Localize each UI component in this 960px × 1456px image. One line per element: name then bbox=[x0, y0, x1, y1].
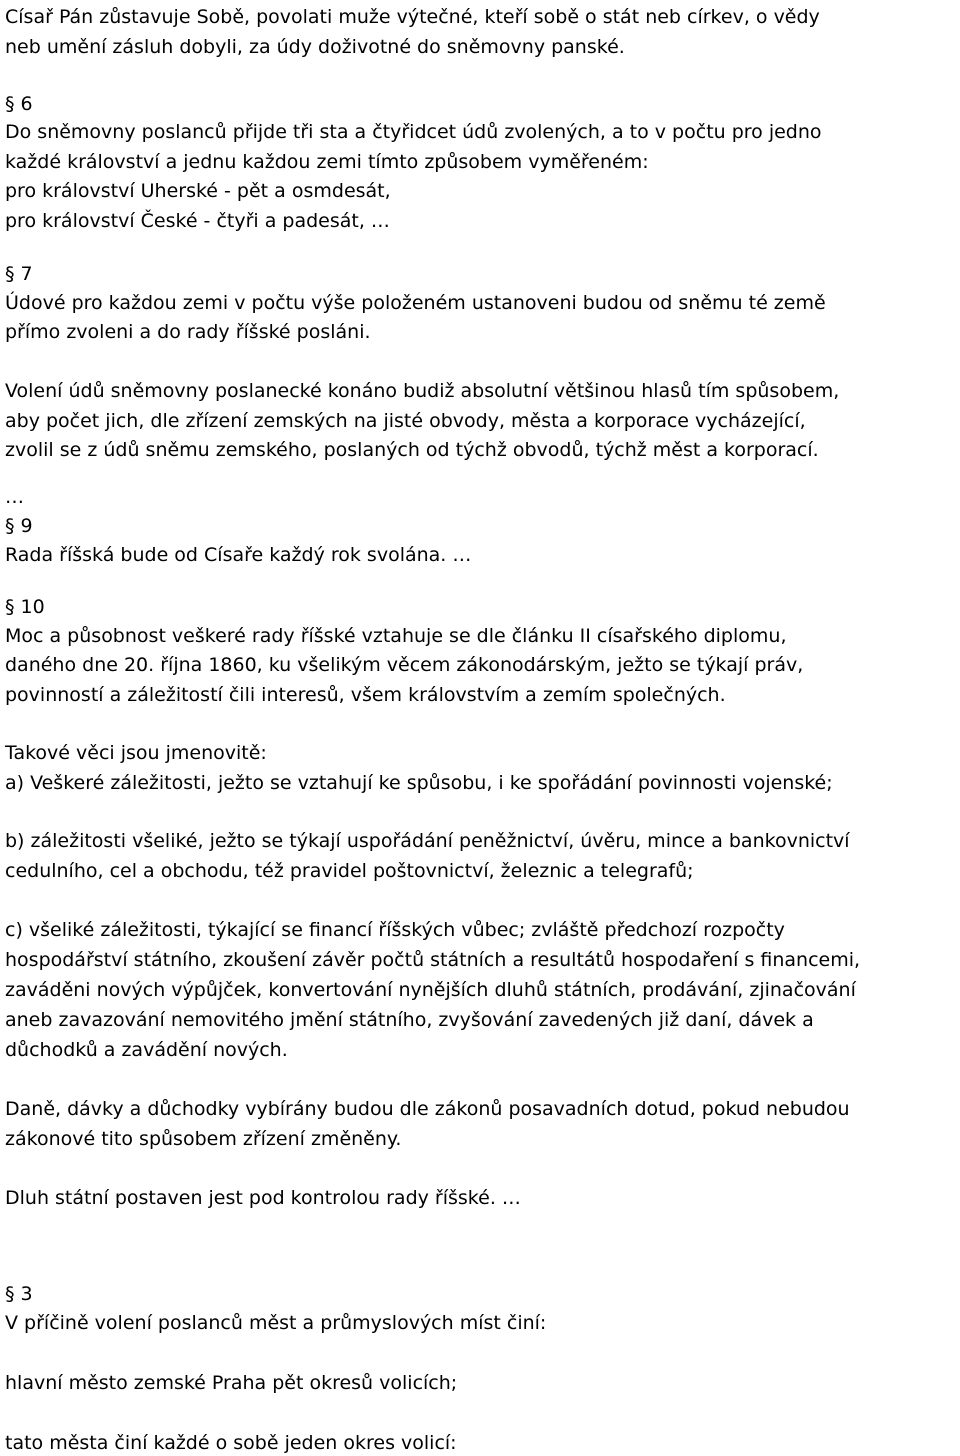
text-line: Takové věci jsou jmenovitě: bbox=[5, 742, 267, 764]
section-heading: § 3 bbox=[5, 1283, 33, 1305]
text-line: daného dne 20. října 1860, ku všelikým věcem zákonodárským, ježto se týkají práv, bbox=[5, 654, 804, 676]
text-line: Rada říšská bude od Císaře každý rok svolána. … bbox=[5, 544, 472, 566]
text-line: Císař Pán zůstavuje Sobě, povolati muže výtečné, kteří sobě o stát neb církev, o vědy bbox=[5, 6, 820, 28]
list-item: b) záležitosti všeliké, ježto se týkají uspořádání peněžnictví, úvěru, mince a bankovnictví bbox=[5, 830, 850, 852]
text-line: každé království a jednu každou zemi tímto způsobem vyměřeném: bbox=[5, 151, 649, 173]
section-heading: § 10 bbox=[5, 596, 45, 618]
text-line: cedulního, cel a obchodu, též pravidel poštovnictví, železnic a telegrafů; bbox=[5, 860, 694, 882]
ellipsis: … bbox=[5, 486, 24, 508]
text-line: zákonové tito spůsobem zřízení změněny. bbox=[5, 1128, 402, 1150]
text-line: Údové pro každou zemi v počtu výše položeném ustanoveni budou od sněmu té země bbox=[5, 292, 826, 314]
text-line: Dluh státní postaven jest pod kontrolou rady říšské. … bbox=[5, 1187, 521, 1209]
text-line: neb umění zásluh dobyli, za údy doživotné do sněmovny panské. bbox=[5, 36, 625, 58]
list-item: a) Veškeré záležitosti, ježto se vztahují ke spůsobu, i ke spořádání povinnosti vojenské; bbox=[5, 772, 833, 794]
section-heading: § 6 bbox=[5, 93, 33, 115]
text-line: Volení údů sněmovny poslanecké konáno budiž absolutní většinou hlasů tím spůsobem, bbox=[5, 380, 840, 402]
text-line: povinností a záležitostí čili interesů, všem královstvím a zemím společných. bbox=[5, 684, 726, 706]
text-line: hlavní město zemské Praha pět okresů volicích; bbox=[5, 1372, 458, 1394]
text-line: aby počet jich, dle zřízení zemských na jisté obvody, města a korporace vycházející, bbox=[5, 410, 806, 432]
text-line: Moc a působnost veškeré rady říšské vztahuje se dle článku II císařského diplomu, bbox=[5, 625, 787, 647]
text-line: V příčině volení poslanců měst a průmyslových míst činí: bbox=[5, 1312, 547, 1334]
text-line: tato města činí každé o sobě jeden okres volicí: bbox=[5, 1432, 457, 1454]
list-item: c) všeliké záležitosti, týkající se financí říšských vůbec; zvláště předchozí rozpočty bbox=[5, 919, 785, 941]
section-heading: § 7 bbox=[5, 263, 33, 285]
text-line: Do sněmovny poslanců přijde tři sta a čtyřidcet údů zvolených, a to v počtu pro jedno bbox=[5, 121, 822, 143]
text-line: Daně, dávky a důchodky vybírány budou dle zákonů posavadních dotud, pokud nebudou bbox=[5, 1098, 850, 1120]
text-line: zaváděni nových výpůjček, konvertování nynějších dluhů státních, prodávání, zjinačování bbox=[5, 979, 856, 1001]
text-line: pro království České - čtyři a padesát, … bbox=[5, 210, 390, 232]
text-line: hospodářství státního, zkoušení závěr počtů státních a resultátů hospodaření s financemi, bbox=[5, 949, 861, 971]
text-line: pro království Uherské - pět a osmdesát, bbox=[5, 180, 391, 202]
text-line: přímo zvoleni a do rady říšské posláni. bbox=[5, 321, 371, 343]
text-line: aneb zavazování nemovitého jmění státního, zvyšování zavedených již daní, dávek a bbox=[5, 1009, 814, 1031]
text-line: důchodků a zavádění nových. bbox=[5, 1039, 288, 1061]
section-heading: § 9 bbox=[5, 515, 33, 537]
text-line: zvolil se z údů sněmu zemského, poslaných od týchž obvodů, týchž měst a korporací. bbox=[5, 439, 819, 461]
